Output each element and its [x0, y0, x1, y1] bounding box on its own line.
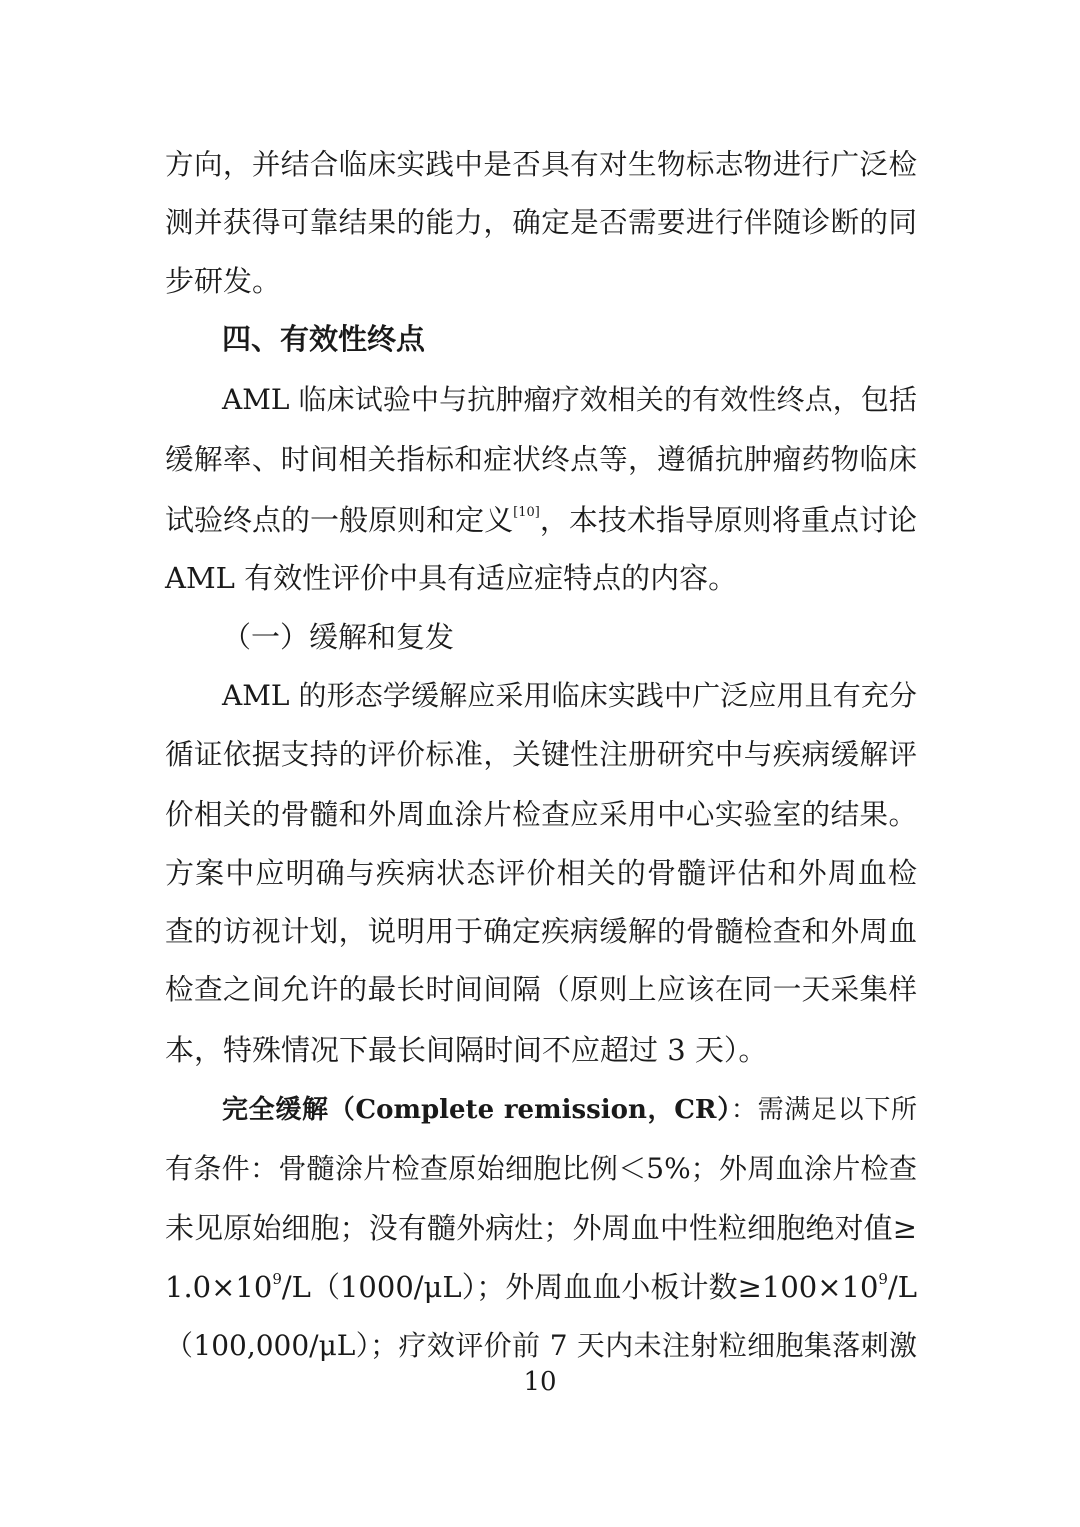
text-segment: /L（1000/μL）；外周血血小板计数≥100×10: [281, 1270, 879, 1304]
paragraph-line: 方案中应明确与疾病状态评价相关的骨髓评估和外周血检: [165, 856, 917, 890]
paragraph-line: [165, 500, 917, 540]
section-heading: 四、有效性终点: [222, 322, 426, 356]
text-segment: ：需满足以下所: [730, 1095, 917, 1125]
paragraph-line: 本，特殊情况下最长间隔时间不应超过 3 天）。: [165, 1033, 768, 1067]
paragraph-line: 测并获得可靠结果的能力，确定是否需要进行伴随诊断的同: [165, 206, 917, 239]
paragraph-line: 检查之间允许的最长时间间隔（原则上应该在同一天采集样: [165, 973, 917, 1006]
paragraph-line: AML 有效性评价中具有适应症特点的内容。: [165, 561, 738, 595]
paragraph-line: [222, 1090, 917, 1130]
page-number: 10: [523, 1367, 557, 1397]
paragraph-line: 循证依据支持的评价标准，关键性注册研究中与疾病缓解评: [165, 738, 917, 771]
defined-term: 完全缓解（Complete remission，CR）: [222, 1095, 731, 1125]
paragraph-line: 缓解率、时间相关指标和症状终点等，遵循抗肿瘤药物临床: [165, 443, 917, 476]
paragraph-line: 未见原始细胞；没有髓外病灶；外周血中性粒细胞绝对值≥: [165, 1211, 917, 1245]
exponent: 9: [272, 1270, 282, 1288]
paragraph-line: AML 临床试验中与抗肿瘤疗效相关的有效性终点，包括: [222, 383, 917, 416]
text-segment: 1.0×10: [165, 1270, 273, 1304]
paragraph-line: 有条件：骨髓涂片检查原始细胞比例＜5%；外周血涂片检查: [165, 1152, 917, 1185]
paragraph-line: 价相关的骨髓和外周血涂片检查应采用中心实验室的结果。: [165, 798, 917, 831]
text-segment: /L: [887, 1270, 917, 1304]
paragraph-line: AML 的形态学缓解应采用临床实践中广泛应用且有充分: [222, 679, 917, 712]
paragraph-line: [165, 1267, 917, 1307]
citation-reference: [10]: [513, 505, 540, 520]
paragraph-line: 步研发。: [165, 264, 282, 298]
exponent: 9: [878, 1270, 888, 1288]
subsection-heading: （一）缓解和复发: [222, 620, 455, 654]
text-segment: 试验终点的一般原则和定义: [165, 503, 514, 537]
text-segment: ，本技术指导原则将重点讨论: [539, 503, 917, 537]
paragraph-line: 方向，并结合临床实践中是否具有对生物标志物进行广泛检: [165, 148, 917, 181]
paragraph-line: （100,000/μL）；疗效评价前 7 天内未注射粒细胞集落刺激: [165, 1329, 917, 1362]
paragraph-line: 查的访视计划，说明用于确定疾病缓解的骨髓检查和外周血: [165, 915, 917, 948]
